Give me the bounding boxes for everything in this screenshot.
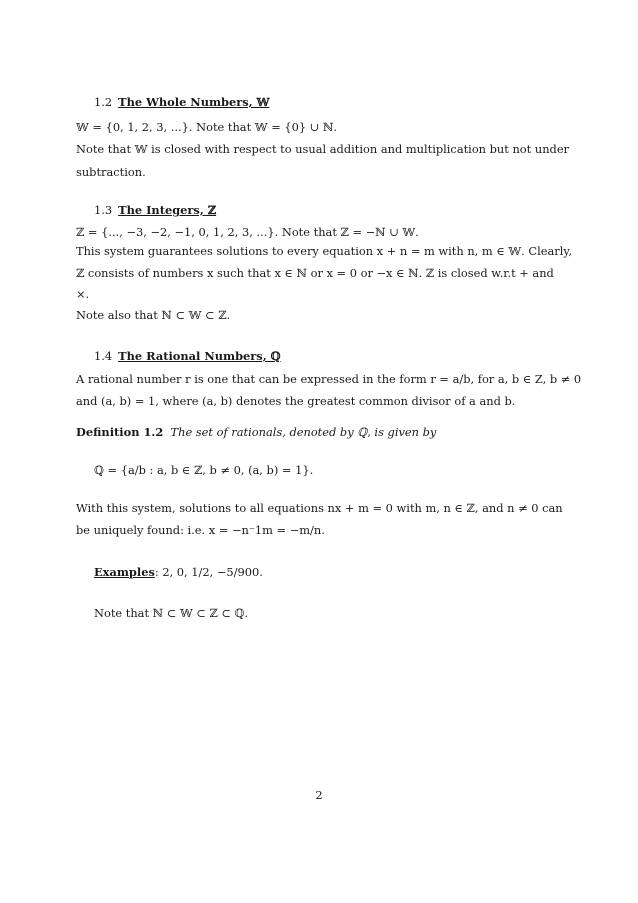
paragraph-line: 𝕎 = {0, 1, 2, 3, ...}. Note that 𝕎 = {0} ∪ ℕ. [76, 120, 337, 134]
section-number: 1.2 [94, 95, 113, 109]
final-note: Note that ℕ ⊂ 𝕎 ⊂ ℤ ⊂ ℚ. [94, 606, 249, 620]
definition-text: The set of rationals, denoted by ℚ, is given by [170, 425, 437, 439]
paragraph-line: Note also that ℕ ⊂ 𝕎 ⊂ ℤ. [76, 308, 231, 322]
section-title: The Whole Numbers, 𝕎 [118, 95, 270, 109]
paragraph-line: ℤ = {..., −3, −2, −1, 0, 1, 2, 3, ...}. Note that ℤ = −ℕ ∪ 𝕎. [76, 225, 419, 239]
paragraph-line: be uniquely found: i.e. x = −n⁻1m = −m/n. [76, 523, 325, 537]
section-heading-integers [94, 202, 580, 218]
paragraph-line: With this system, solutions to all equations nx + m = 0 with m, n ∈ ℤ, and n ≠ 0 can [76, 501, 563, 515]
section-title: The Rational Numbers, ℚ [118, 349, 281, 363]
examples-text: : 2, 0, 1/2, −5/900. [154, 565, 263, 579]
section-number: 1.3 [94, 203, 113, 217]
paragraph-line: A rational number r is one that can be expressed in the form r = a/b, for a, b ∈ Z, b ≠ 0 [76, 372, 582, 386]
examples [94, 564, 580, 580]
paragraph-line: subtraction. [76, 165, 146, 179]
paragraph-line: ℤ consists of numbers x such that x ∈ ℕ or x = 0 or −x ∈ ℕ. ℤ is closed w.r.t + and [76, 266, 554, 280]
page-number: 2 [315, 788, 323, 802]
paragraph-line: and (a, b) = 1, where (a, b) denotes the greatest common divisor of a and b. [76, 394, 516, 408]
section-heading-whole-numbers [94, 94, 580, 110]
paragraph-line: Note that 𝕎 is closed with respect to usual addition and multiplication but not under [76, 142, 570, 156]
paragraph-line: This system guarantees solutions to every equation x + n = m with n, m ∈ 𝕎. Clearly, [76, 244, 572, 258]
definition [76, 424, 562, 440]
definition-label: Definition 1.2 [76, 425, 164, 439]
section-number: 1.4 [94, 349, 113, 363]
section-title: The Integers, ℤ [118, 203, 217, 217]
formula: ℚ = {a/b : a, b ∈ ℤ, b ≠ 0, (a, b) = 1}. [94, 463, 314, 477]
section-heading-rationals [94, 348, 580, 364]
examples-label: Examples [94, 565, 155, 579]
paragraph-line: ×. [76, 287, 90, 301]
